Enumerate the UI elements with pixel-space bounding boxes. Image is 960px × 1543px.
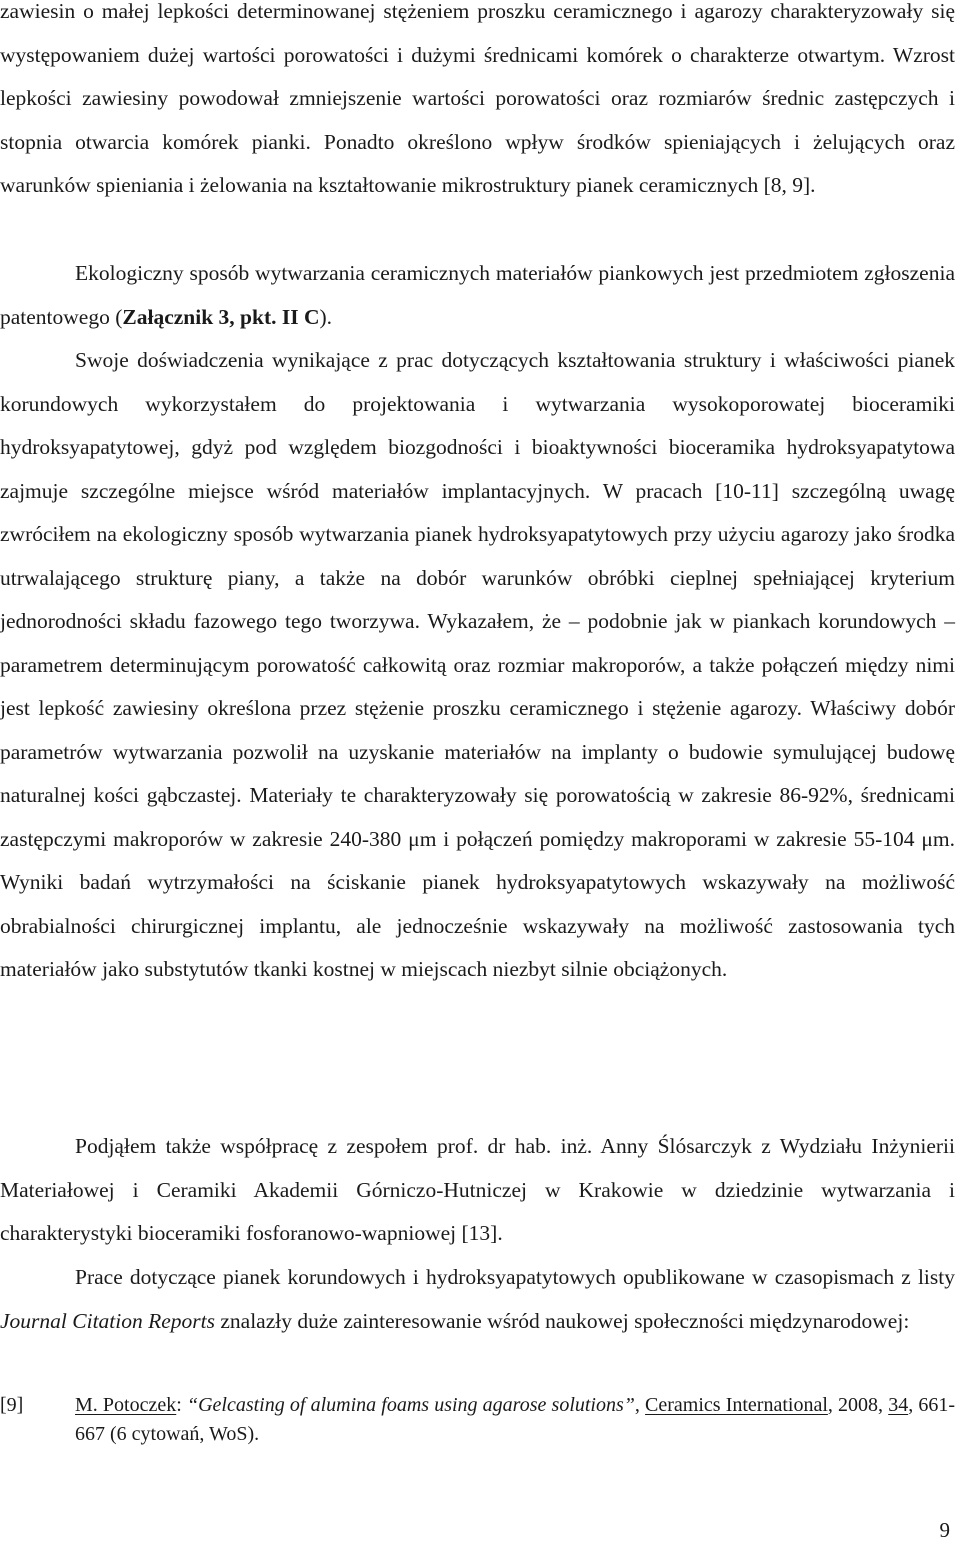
reference-volume: 34 — [888, 1394, 909, 1416]
patent-text-end: ). — [319, 304, 333, 329]
reference-separator: : — [176, 1394, 187, 1416]
reference-body — [75, 1391, 955, 1449]
reference-pages: , 661-667 (6 cytowań, WoS). — [75, 1394, 956, 1445]
reference-separator: , — [634, 1394, 646, 1416]
reference-journal: Ceramics International — [645, 1394, 828, 1416]
reference-author: M. Potoczek — [75, 1394, 177, 1416]
patent-text: Ekologiczny sposób wytwarzania ceramicznych materiałów piankowych jest przedmiotem zgłoszenia patentowego ( — [0, 261, 955, 329]
paragraph-publications — [0, 1256, 955, 1343]
publications-text-after: znalazły duże zainteresowanie wśród naukowej społeczności międzynarodowej: — [215, 1308, 910, 1333]
reference-number: [9] — [0, 1394, 24, 1416]
reference-year: , 2008, — [827, 1394, 889, 1416]
patent-attachment-ref: Załącznik 3, pkt. II C — [122, 304, 320, 329]
paragraph-patent — [0, 252, 955, 339]
jcr-title: Journal Citation Reports — [0, 1308, 215, 1333]
paragraph-foam-viscosity: zawiesin o małej lepkości determinowanej stężeniem proszku ceramicznego i agarozy charakteryzowały się występowaniem dużej wartości porowatości i dużymi średnicami komórek o charakterze otwartym. Wzrost lepkości zawiesiny powodował zmniejszenie wartości porowatości oraz rozmiarów średnic zastępczych i stopnia otwarcia komórek pianki. Ponadto określono wpływ środków spieniających i żelujących oraz warunków spieniania i żelowania na kształtowanie mikrostruktury pianek ceramicznych [8, 9]. — [0, 0, 955, 197]
reference-item — [0, 1391, 955, 1449]
paragraph-cooperation: Podjąłem także współpracę z zespołem prof. dr hab. inż. Anny Ślósarczyk z Wydziału Inżynierii Materiałowej i Ceramiki Akademii Górniczo-Hutniczej w Krakowie w dziedzinie wytwarzania i charakterystyki bioceramiki fosforanowo-wapniowej [13]. — [0, 1134, 955, 1245]
paragraph-hydroxyapatite: Swoje doświadczenia wynikające z prac dotyczących kształtowania struktury i właściwości pianek korundowych wykorzystałem do projektowania i wytwarzania wysokoporowatej bioceramiki hydroksyapatytowej, gdyż pod względem biozgodności i bioaktywności bioceramika hydroksyapatytowa zajmuje szczególne miejsce wśród materiałów implantacyjnych. W pracach [10-11] szczególną uwagę zwróciłem na ekologiczny sposób wytwarzania pianek hydroksyapatytowych przy użyciu agarozy jako środka utrwalającego strukturę piany, a także na dobór warunków obróbki cieplnej spełniającej kryterium jednorodności składu fazowego tego tworzywa. Wykazałem, że – podobnie jak w piankach korundowych – parametrem determinującym porowatość całkowitą oraz rozmiar makroporów, a także połączeń między nimi jest lepkość zawiesiny określona przez stężenie proszku ceramicznego i stężenie agarozy. Właściwy dobór parametrów wytwarzania pozwolił na uzyskanie materiałów na implanty o budowie symulującej budowę naturalnej kości gąbczastej. Materiały te charakteryzowały się porowatością w zakresie 86-92%, średnicami zastępczymi makroporów w zakresie 240-380 μm i połączeń pomiędzy makroporami w zakresie 55-104 μm. Wyniki badań wytrzymałości na ściskanie pianek hydroksyapatytowych wskazywały na możliwość obrabialności chirurgicznej implantu, ale jednocześnie wskazywały na możliwość zastosowania tych materiałów jako substytutów tkanki kostnej w miejscach niezbyt silnie obciążonych. — [0, 348, 955, 981]
reference-title: “Gelcasting of alumina foams using agarose solutions” — [186, 1394, 635, 1416]
page-number: 9 — [939, 1518, 950, 1542]
publications-text-before: Prace dotyczące pianek korundowych i hydroksyapatytowych opublikowane w czasopismach z listy — [75, 1265, 955, 1289]
